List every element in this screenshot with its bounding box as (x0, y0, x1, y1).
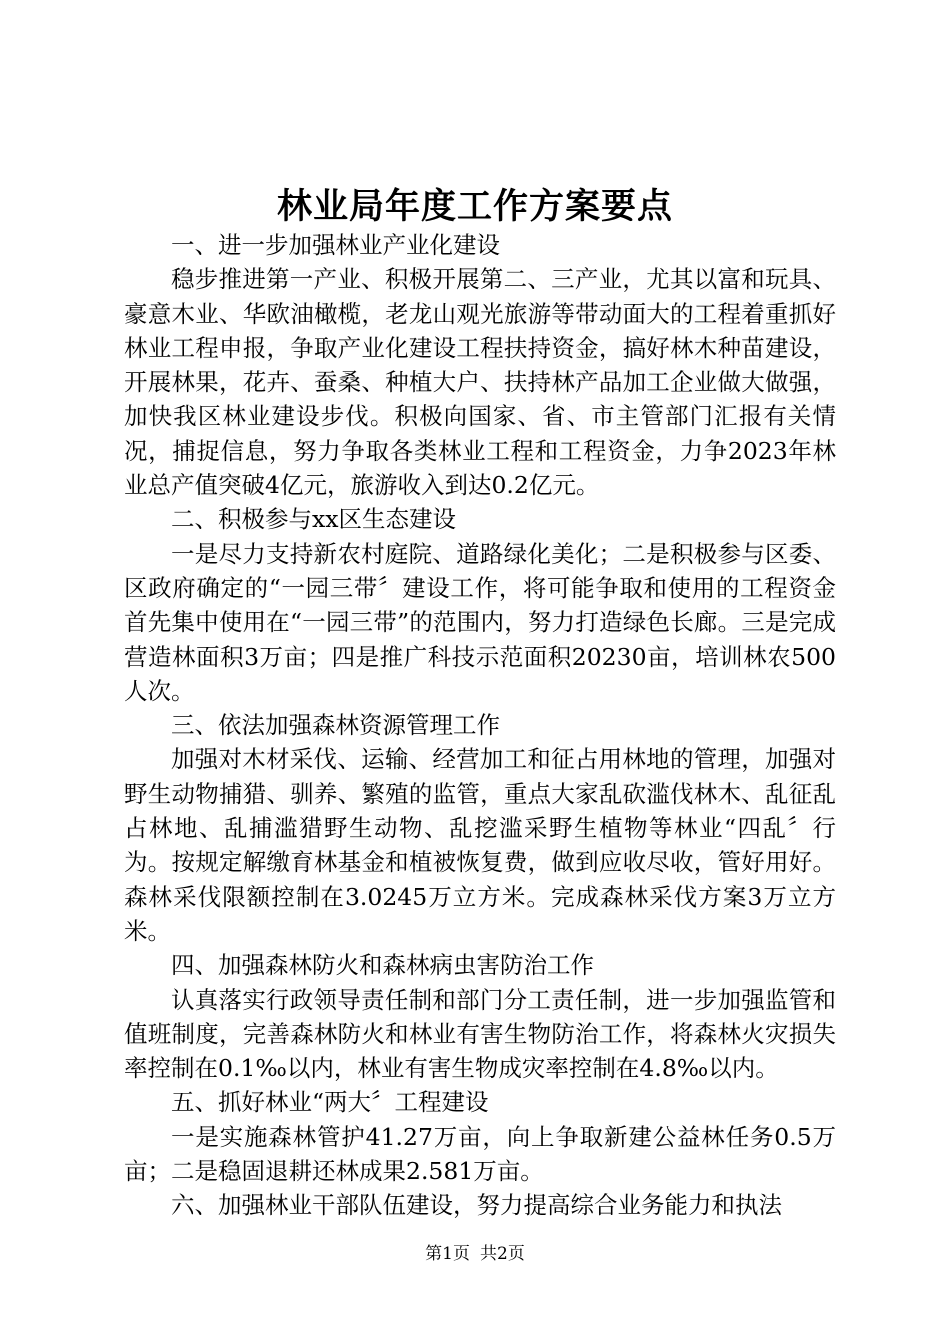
section-heading-3: 三、依法加强森林资源管理工作 (171, 711, 500, 740)
section-heading-6: 六、加强林业干部队伍建设，努力提高综合业务能力和执法 (171, 1191, 782, 1220)
section-heading-5: 五、抓好林业“两大〞工程建设 (171, 1088, 489, 1117)
section-heading-2: 二、积极参与xx区生态建设 (171, 505, 457, 534)
section-body-3: 加强对木材采伐、运输、经营加工和征占用林地的管理，加强对野生动物捕猎、驯养、繁殖的监管，重点大家乱砍滥伐林木、乱征乱占林地、乱捕滥猎野生动物、乱挖滥采野生植物等林业“四乱〞行为。按规定解缴育林基金和植被恢复费，做到应收尽收，管好用好。森林采伐限额控制在3.0245万立方米。完成森林采伐方案3万立方米。 (124, 745, 836, 945)
section-body-2: 一是尽力支持新农村庭院、道路绿化美化；二是积极参与区委、区政府确定的“一园三带〞建设工作，将可能争取和使用的工程资金首先集中使用在“一园三带”的范围内，努力打造绿色长廊。三是完成营造林面积3万亩；四是推广科技示范面积20230亩，培训林农500人次。 (124, 539, 836, 705)
page-total: 共2页 (480, 1244, 525, 1264)
document-title: 林业局年度工作方案要点 (276, 186, 673, 227)
document-body (124, 228, 836, 1223)
page-number: 第1页 (425, 1244, 470, 1264)
page-footer (0, 1242, 950, 1266)
section-body-1: 稳步推进第一产业、积极开展第二、三产业，尤其以富和玩具、豪意木业、华欧油橄榄，老龙山观光旅游等带动面大的工程着重抓好林业工程申报，争取产业化建设工程扶持资金，搞好林木种苗建设，开展林果，花卉、蚕桑、种植大户、扶持林产品加工企业做大做强，加快我区林业建设步伐。积极向国家、省、市主管部门汇报有关情况，捕捉信息，努力争取各类林业工程和工程资金，力争2023年林业总产值突破4亿元，旅游收入到达0.2亿元。 (124, 265, 836, 500)
section-heading-1: 一、进一步加强林业产业化建设 (171, 231, 500, 259)
section-heading-4: 四、加强森林防火和森林病虫害防治工作 (171, 951, 594, 980)
section-body-5: 一是实施森林管护41.27万亩，向上争取新建公益林任务0.5万亩；二是稳固退耕还林成果2.581万亩。 (124, 1122, 836, 1186)
section-body-4: 认真落实行政领导责任制和部门分工责任制，进一步加强监管和值班制度，完善森林防火和林业有害生物防治工作，将森林火灾损失率控制在0.1‰以内，林业有害生物成灾率控制在4.8‰以内。 (124, 985, 836, 1083)
